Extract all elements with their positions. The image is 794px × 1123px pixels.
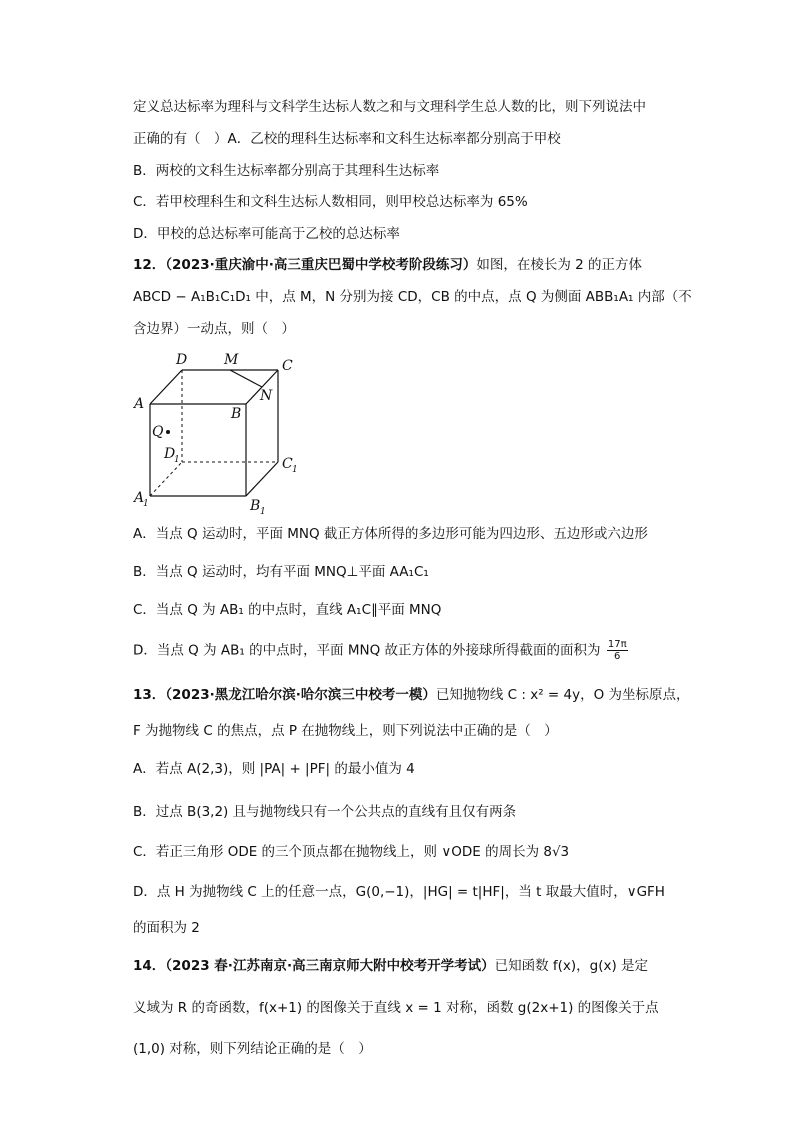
q12-source: 12．（2023·重庆渝中·高三重庆巴蜀中学校考阶段练习） bbox=[133, 257, 477, 273]
q14-heading bbox=[133, 957, 648, 975]
edge-B1C1 bbox=[246, 462, 278, 496]
label-A1: A bbox=[134, 490, 145, 506]
label-M: M bbox=[224, 352, 239, 368]
q11-option-b: B．两校的文科生达标率都分别高于其理科生达标率 bbox=[133, 163, 440, 179]
label-C: C bbox=[282, 358, 293, 374]
q13-heading bbox=[133, 686, 690, 704]
segment-MN bbox=[230, 370, 262, 387]
q12-option-d-text: D．当点 Q 为 AB₁ 的中点时，平面 MNQ 故正方体的外接球所得截面的面积为 bbox=[133, 642, 601, 659]
q13-option-d-line2: 的面积为 2 bbox=[133, 920, 200, 936]
q11-text-line2: 正确的有（ ）A．乙校的理科生达标率和文科生达标率都分别高于甲校 bbox=[133, 131, 561, 147]
q14-text-line2: 义域为 R 的奇函数，f(x+1) 的图像关于直线 x = 1 对称，函数 g(2x+1) 的图像关于点 bbox=[133, 1000, 659, 1016]
q12-option-c: C．当点 Q 为 AB₁ 的中点时，直线 A₁C∥平面 MNQ bbox=[133, 602, 442, 618]
q11-option-c: C．若甲校理科生和文科生达标人数相同，则甲校总达标率为 65% bbox=[133, 194, 528, 210]
q11-option-d: D．甲校的总达标率可能高于乙校的总达标率 bbox=[133, 226, 400, 242]
q12-option-b: B．当点 Q 运动时，均有平面 MNQ⊥平面 AA₁C₁ bbox=[133, 564, 429, 580]
cube-figure bbox=[130, 350, 310, 520]
label-B1: B bbox=[250, 498, 261, 514]
label-B: B bbox=[231, 406, 242, 422]
q13-option-a: A．若点 A(2,3)，则 |PA| + |PF| 的最小值为 4 bbox=[133, 761, 415, 777]
q14-intro: 已知函数 f(x)，g(x) 是定 bbox=[494, 958, 649, 974]
q13-option-c: C．若正三角形 ODE 的三个顶点都在抛物线上，则 ∨ODE 的周长为 8√3 bbox=[133, 844, 570, 860]
label-C1-sub: 1 bbox=[292, 465, 298, 475]
label-A: A bbox=[134, 396, 145, 412]
q13-intro: 已知抛物线 C : x² = 4y，O 为坐标原点， bbox=[435, 687, 690, 703]
q11-text-line1: 定义总达标率为理科与文科学生达标人数之和与文理科学生总人数的比，则下列说法中 bbox=[133, 99, 646, 115]
q12-heading bbox=[133, 256, 642, 274]
q12-option-d bbox=[133, 639, 628, 662]
label-C1: C bbox=[282, 456, 293, 472]
label-Q: Q bbox=[152, 424, 164, 440]
q12-text-line2: ABCD − A₁B₁C₁D₁ 中，点 M，N 分别为接 CD，CB 的中点，点 Q 为侧面 ABB₁A₁ 内部（不 bbox=[133, 289, 692, 305]
q13-option-d: D．点 H 为抛物线 C 上的任意一点，G(0,−1)，|HG| = t|HF|，当 t 取最大值时，∨GFH bbox=[133, 884, 665, 900]
q13-option-b: B．过点 B(3,2) 且与抛物线只有一个公共点的直线有且仅有两条 bbox=[133, 804, 517, 820]
label-A1-sub: 1 bbox=[143, 499, 149, 509]
q12-intro: 如图，在棱长为 2 的正方体 bbox=[476, 257, 643, 273]
q13-text-line2: F 为抛物线 C 的焦点，点 P 在抛物线上，则下列说法中正确的是（ ） bbox=[133, 723, 558, 739]
label-D1: D bbox=[164, 446, 176, 462]
edge-A1D1-hidden bbox=[150, 462, 182, 496]
q14-source: 14．（2023 春·江苏南京·高三南京师大附中校考开学考试） bbox=[133, 958, 495, 974]
label-D1-sub: 1 bbox=[174, 455, 180, 465]
q12-text-line3: 含边界）一动点，则（ ） bbox=[133, 321, 295, 337]
point-q-dot bbox=[166, 430, 170, 434]
q14-text-line3: (1,0) 对称，则下列结论正确的是（ ） bbox=[133, 1041, 372, 1057]
fraction-numerator: 17π bbox=[607, 639, 627, 650]
label-D: D bbox=[176, 352, 188, 368]
q12-option-a: A．当点 Q 运动时，平面 MNQ 截正方体所得的多边形可能为四边形、五边形或六边形 bbox=[133, 526, 648, 542]
q13-source: 13．（2023·黑龙江哈尔滨·哈尔滨三中校考一模） bbox=[133, 687, 436, 703]
edge-AD bbox=[150, 370, 182, 404]
label-B1-sub: 1 bbox=[260, 507, 266, 517]
label-N: N bbox=[260, 388, 273, 404]
fraction-17pi-over-6 bbox=[607, 639, 628, 662]
fraction-denominator: 6 bbox=[614, 651, 621, 662]
